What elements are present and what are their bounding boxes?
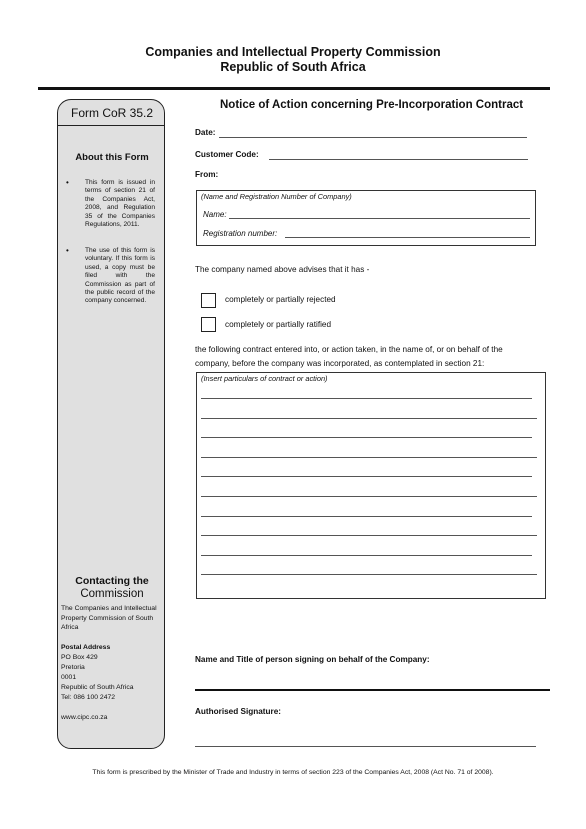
particulars-ruled-line	[201, 437, 532, 438]
rejected-option-label: completely or partially rejected	[225, 295, 336, 304]
about-bullet-1: This form is issued in terms of section 21 of the Companies Act, 2008, and Regulation 35 of the Companies Regulations, 2011.	[85, 179, 155, 229]
bullet-icon: •	[66, 246, 69, 255]
particulars-ruled-line	[201, 555, 532, 556]
advises-text: The company named above advises that it has -	[195, 265, 370, 274]
signature-field[interactable]	[195, 746, 536, 747]
ratified-option-label: completely or partially ratified	[225, 320, 332, 329]
contract-text-line-1: the following contract entered into, or action taken, in the name of, or on behalf of the	[195, 345, 503, 354]
particulars-ruled-line	[201, 496, 537, 497]
particulars-ruled-line	[201, 418, 537, 419]
footer-note: This form is prescribed by the Minister of Trade and Industry in terms of section 223 of the Companies Act, 2008 (Act No. 71 of 2008).	[92, 769, 494, 776]
commission-full-name: The Companies and Intellectual Property Commission of South Africa	[61, 605, 157, 632]
company-name-label: Name:	[203, 210, 227, 219]
registration-number-field[interactable]	[285, 237, 530, 238]
telephone: Tel: 086 100 2472	[61, 694, 116, 701]
postal-line: Republic of South Africa	[61, 684, 134, 691]
rejected-checkbox[interactable]	[201, 293, 216, 308]
particulars-caption: (Insert particulars of contract or action)	[201, 374, 328, 383]
particulars-ruled-line	[201, 516, 532, 517]
commission-name-heading: Companies and Intellectual Property Commission	[145, 45, 441, 59]
particulars-ruled-line	[201, 398, 532, 399]
particulars-ruled-line	[201, 574, 537, 575]
registration-number-label: Registration number:	[203, 229, 278, 238]
particulars-ruled-line	[201, 535, 537, 536]
about-bullet-2: The use of this form is voluntary. If this form is used, a copy must be filed with the Commission as part of the public record of the company concerned.	[85, 247, 155, 305]
particulars-ruled-line	[201, 457, 537, 458]
contact-heading: Contacting the	[75, 575, 149, 587]
header-divider	[38, 87, 550, 90]
signer-field[interactable]	[195, 689, 550, 691]
postal-address-heading: Postal Address	[61, 644, 111, 651]
company-name-field[interactable]	[229, 218, 530, 219]
postal-line: PO Box 429	[61, 654, 98, 661]
contract-text-line-2: company, before the company was incorporated, as contemplated in section 21:	[195, 359, 485, 368]
about-heading: About this Form	[75, 152, 149, 163]
date-field[interactable]	[219, 137, 527, 138]
sidebar-panel	[57, 99, 165, 749]
form-number: Form CoR 35.2	[70, 106, 154, 120]
customer-code-field[interactable]	[269, 159, 528, 160]
postal-line: Pretoria	[61, 664, 85, 671]
sidebar-divider	[58, 125, 164, 126]
postal-line: 0001	[61, 674, 77, 681]
customer-code-label: Customer Code:	[195, 150, 259, 159]
signer-label: Name and Title of person signing on behalf of the Company:	[195, 655, 430, 664]
company-box-caption: (Name and Registration Number of Company)	[201, 192, 352, 201]
bullet-icon: •	[66, 178, 69, 187]
contract-particulars-box[interactable]	[196, 372, 546, 599]
country-heading: Republic of South Africa	[220, 60, 366, 74]
date-label: Date:	[195, 128, 216, 137]
particulars-ruled-line	[201, 476, 532, 477]
signature-label: Authorised Signature:	[195, 707, 281, 716]
ratified-checkbox[interactable]	[201, 317, 216, 332]
contact-heading-commission: Commission	[80, 588, 144, 600]
form-title: Notice of Action concerning Pre-Incorporation Contract	[220, 99, 524, 111]
website-link[interactable]: www.cipc.co.za	[61, 714, 108, 721]
from-label: From:	[195, 170, 219, 179]
